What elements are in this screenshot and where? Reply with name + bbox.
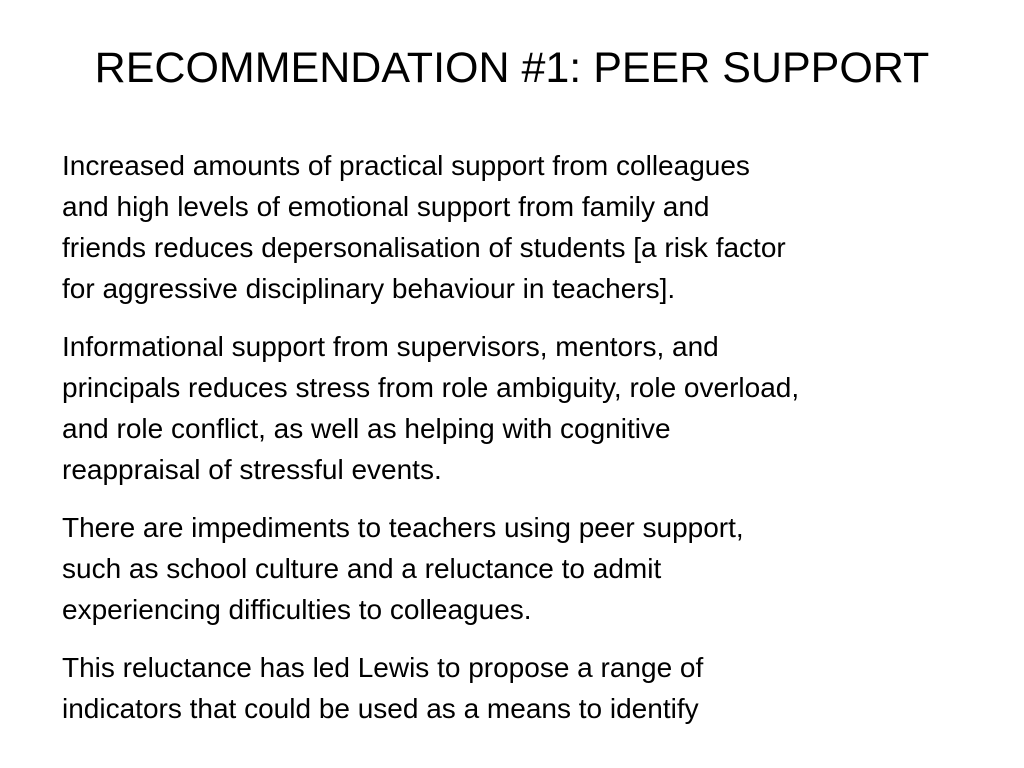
paragraph-line: This reluctance has led Lewis to propose a range of [62, 652, 704, 683]
slide-title: RECOMMENDATION #1: PEER SUPPORT [94, 44, 930, 92]
paragraph-practical-support [62, 145, 967, 309]
paragraph-line: reappraisal of stressful events. [62, 454, 442, 485]
paragraph-informational-support [62, 326, 967, 490]
paragraph-line: for aggressive disciplinary behaviour in teachers]. [62, 273, 676, 304]
paragraph-line: indicators that could be used as a means to identify [62, 693, 699, 724]
paragraph-impediments [62, 507, 967, 630]
paragraph-line: friends reduces depersonalisation of students [a risk factor [62, 232, 786, 263]
paragraph-line: experiencing difficulties to colleagues. [62, 594, 532, 625]
paragraph-line: Increased amounts of practical support from colleagues [62, 150, 750, 181]
paragraph-reluctance [62, 647, 967, 729]
paragraph-line: principals reduces stress from role ambiguity, role overload, [62, 372, 800, 403]
paragraph-line: There are impediments to teachers using peer support, [62, 512, 744, 543]
paragraph-line: such as school culture and a reluctance to admit [62, 553, 662, 584]
paragraph-line: and role conflict, as well as helping with cognitive [62, 413, 671, 444]
paragraph-line: Informational support from supervisors, mentors, and [62, 331, 719, 362]
slide-body [62, 145, 967, 746]
paragraph-line: and high levels of emotional support from family and [62, 191, 710, 222]
